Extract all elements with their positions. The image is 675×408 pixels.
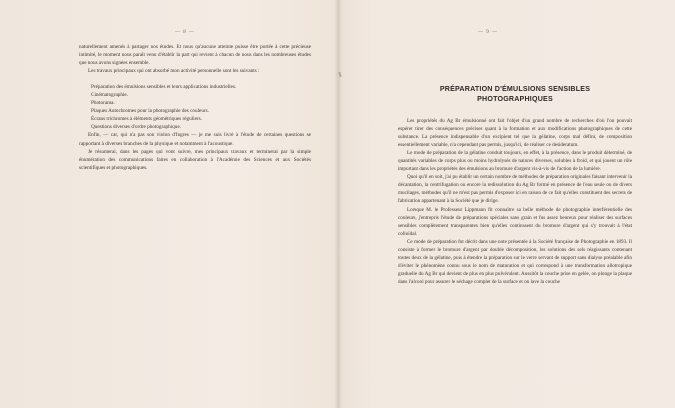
left-page-body xyxy=(79,43,311,172)
right-page-body xyxy=(398,117,632,286)
list-item: Questions diverses d'ordre photographique. xyxy=(91,124,181,131)
book-gutter xyxy=(334,0,342,408)
paragraph: Les propriétés du Ag Br émulsionné ont fait l'objet d'un grand nombre de recherches d'où l'on pouvait espérer tirer des conséquences précises quant à la formation et aux modifications photographiques de cette substance. La présence indispensable d'un excipient tel que la gélatine, corps mal défini, de composition essentiellement variable, n'a cependant pas permis, jusqu'ici, de réaliser ce desideratum. xyxy=(398,118,632,149)
list-item: Plaques Autochromes pour la photographie des couleurs. xyxy=(91,108,209,115)
paragraph: Les travaux principaux qui ont absorbé mon activité personnelle sont les suivants : xyxy=(88,68,260,75)
paragraph: Lorsque M. le Professeur Lippmann fit connaître sa belle méthode de photographie interférentielle des couleurs, j'entrepris l'étude de préparations spéciales sans grain et fus assez heureux pour réaliser des surfaces sensibles complètement transparentes bien qu'elles continssent du bromure d'argent qui s'y trouvait à l'état colloïdal. xyxy=(398,206,632,237)
list-item: Cinématographie. xyxy=(91,92,129,99)
paragraph: Ce mode de préparation fut décrit dans une note présentée à la Société française de Photographie en 1893. Il consiste à former le bromure d'argent par double décomposition, les solutions des sels réagissants contenant toutes deux de la gélatine, puis à étendre la préparation sur le verre servant de support sans dialyse préalable afin d'éviter le phénomène connu sous le nom de maturation et qui correspond à une transformation allotropique graduelle du Ag Br qui devient de plus en plus pulvérulent. Aussitôt la couche prise en gelée, on plonge la plaque dans l'alcool pour assurer le séchage complet de la surface et on lave la couche xyxy=(398,238,632,285)
list-item: Photorama. xyxy=(91,100,115,107)
section-title: PRÉPARATION D'ÉMULSIONS SENSIBLES xyxy=(439,85,591,93)
section-title-continued: PHOTOGRAPHIQUES xyxy=(477,95,553,103)
paragraph: Quoi qu'il en soit, j'ai pu établir un certain nombre de méthodes de préparation originales faisant intervenir la décantation, la centrifugation ou encore la redissolution du Ag Br formé en présence de l'eau seule ou de divers mucilages, méthodes qu'il ne m'est pas permis d'exposer ici en raison de ce fait qu'elles constituent des secrets de fabrication appartenant à la Société que je dirige. xyxy=(398,174,632,205)
page-number-left: — 8 — xyxy=(175,30,195,35)
paragraph: naturellement amenés à partager nos études. Et nous qu'aucune atteinte puisse être portée à cette précieuse intimité, le moment nous paraît venu d'établir la part qui revient à chacun de nous dans les nombreuses études que nous avons signées ensemble. xyxy=(79,44,311,67)
list-item: Écrans trichromes à éléments géométriques réguliers. xyxy=(91,116,202,123)
right-page xyxy=(338,0,675,408)
page-number-right: — 9 — xyxy=(478,30,498,35)
works-list xyxy=(91,83,311,131)
paragraph: Je résumerai, dans les pages qui vont suivre, mes principaux travaux et terminerai par la simple énumération des communications faites en collaboration à l'Académie des Sciences et aux Sociétés scientifiques et photographiques. xyxy=(79,148,311,171)
list-item: Enfin, — car, qui n'a pas son violon d'Ingres — je me suis livré à l'étude de certaines questions se rapportant à diverses branches de la physique et notamment à l'acoustique. xyxy=(79,132,311,147)
list-item: Préparation des émulsions sensibles et leurs applications industrielles. xyxy=(91,84,237,91)
paragraph: Le mode de préparation de la gélatine conduit toujours, en effet, à la présence, dans le produit déterminé, de quantités variables de corps plus ou moins hydrolysés de natures diverses, solubles à froid, et qui jouent un rôle important dans les propriétés des émulsions au bromure d'argent vis-à-vis de l'action de la lumière. xyxy=(398,150,632,173)
